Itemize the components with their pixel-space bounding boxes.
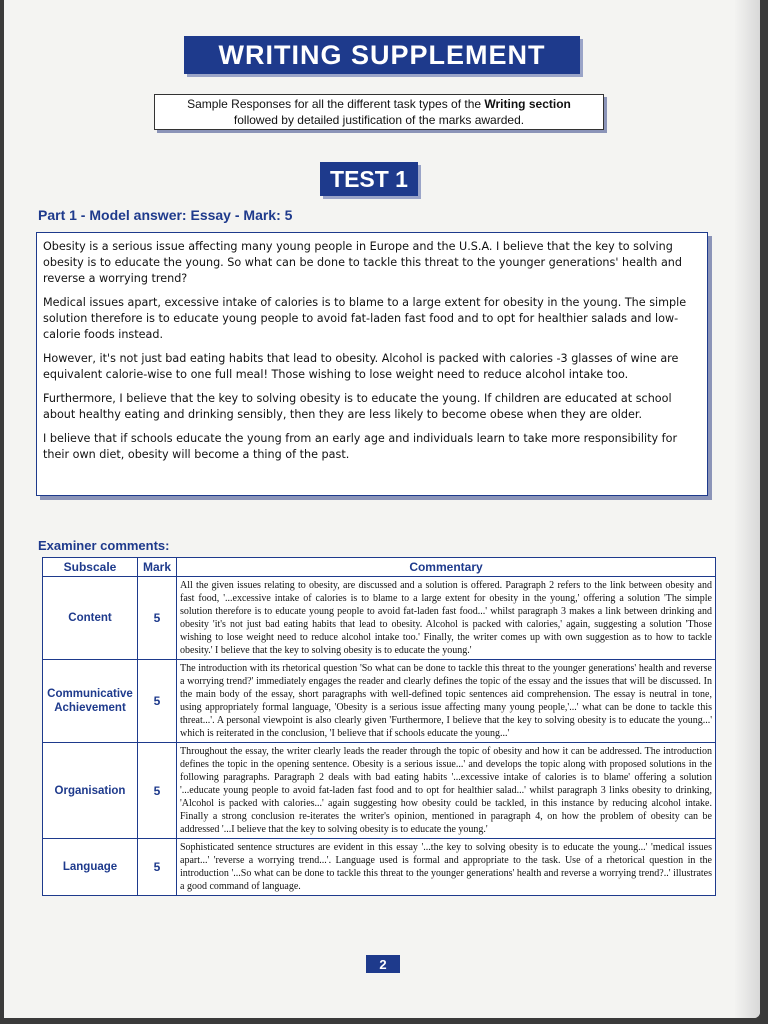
page-edge-shadow (734, 0, 760, 1018)
essay-paragraph: However, it's not just bad eating habits that lead to obesity. Alcohol is packed with calories -3 glasses of wine are equivalent calorie-wise to one full meal! Those wishing to lose weight need to reduce alcohol intake too. (43, 352, 679, 381)
subscale-cell: Communicative Achievement (43, 660, 138, 743)
subtitle-bold: Writing section (484, 97, 571, 111)
comments-table (42, 557, 716, 896)
commentary-cell: Throughout the essay, the writer clearly leads the reader through the topic of obesity and how it can be addressed. The introduction defines the topic in the opening sentence. Obesity is a serious issue...' and develops the topic along with proposed solutions in the following paragraphs. Paragraph 2 deals with bad eating habits '...excessive intake of calories is to blame' offering a solution '...educate young people to avoid fat-laden fast food and to opt for healthier salad...' whilst paragraph 3 links obesity to drinking, 'Alcohol is packed with calories...' again suggesting how obesity could be tackled, in this instance by reducing alcohol intake. Finally a strong conclusion re-iterates the writer's opinion, mentioned in paragraph 4, on how the problem of obesity can be addressed '...I believe that the key to solving obesity is to educate the young.' (177, 743, 716, 839)
page-number: 2 (366, 955, 400, 973)
essay-paragraph: I believe that if schools educate the young from an early age and individuals learn to take more responsibility for their own diet, obesity will become a thing of the past. (43, 432, 678, 461)
subtitle-line-1-text: Sample Responses for all the different task types of the (187, 97, 485, 111)
table-header-row (43, 558, 716, 577)
essay-box (36, 232, 708, 496)
commentary-cell: Sophisticated sentence structures are evident in this essay '...the key to solving obesity is to educate the young...' 'medical issues apart...' 'reverse a worrying trend...'. Language used is formal and appropriate to the task. Use of a rhetorical question in the introduction '...So what can be done to tackle this threat to the younger generations' health and reverse a worrying trend?..' illustrates a good command of language. (177, 839, 716, 896)
header-subscale: Subscale (43, 558, 138, 577)
mark-cell: 5 (138, 660, 177, 743)
essay-paragraph: Obesity is a serious issue affecting many young people in Europe and the U.S.A. I believe that the key to solving obesity is to educate the young. So what can be done to tackle this threat to the younger generations' health and reverse a worrying trend? (43, 240, 683, 285)
subtitle-line-1 (155, 96, 603, 112)
mark-cell: 5 (138, 839, 177, 896)
mark-cell: 5 (138, 743, 177, 839)
header-commentary: Commentary (177, 558, 716, 577)
page (4, 0, 760, 1018)
subtitle-box (154, 94, 604, 130)
page-title: WRITING SUPPLEMENT (184, 36, 580, 74)
commentary-cell: All the given issues relating to obesity, are discussed and a solution is offered. Paragraph 2 refers to the link between obesity and fast food, '...excessive intake of calories is to blame to a large extent for obesity in the young,' offering a solution 'The simple solution therefore is to educate young people to avoid fat-laden fast food...' whilst paragraph 3 makes a link between drinking and obesity 'it's not just bad eating habits that lead to obesity. Alcohol is packed with calories,' again, suggesting a solution 'Those wishing to lose weight need to reduce alcohol intake too.' Finally, the writer comes up with own suggestion as to how to tackle obesity.' I believe that the key to solving obesity is to educate the young.' (177, 577, 716, 660)
table-row (43, 577, 716, 660)
subtitle-line-2: followed by detailed justification of the marks awarded. (233, 113, 525, 127)
mark-cell: 5 (138, 577, 177, 660)
essay-paragraph: Medical issues apart, excessive intake of calories is to blame to a large extent for obesity in the young. The simple solution therefore is to educate young people to avoid fat-laden fast food and to opt for healthier salads and low-calorie foods instead. (43, 296, 687, 341)
essay-paragraph: Furthermore, I believe that the key to solving obesity is to educate the young. If children are educated at school about healthy eating and drinking sensibly, then they are less likely to become obese when they are older. (43, 392, 672, 421)
part-heading: Part 1 - Model answer: Essay - Mark: 5 (38, 207, 293, 223)
commentary-cell: The introduction with its rhetorical question 'So what can be done to tackle this threat to the younger generations' health and reverse a worrying trend?' immediately engages the reader and clearly defines the topic of the essay and the issues that will be discussed. In the main body of the essay, short paragraphs with well-defined topic sentences aid comprehension. The essay is neutral in tone, using appropriately formal language, 'Obesity is a serious issue affecting many young people,'...' what can be done to tackle this threat...'. A personal viewpoint is also clearly given 'Furthermore, I believe that the key to solving obesity is to educate the young...' which is reiterated in the conclusion, 'I believe that if schools educate the young...' (177, 660, 716, 743)
subscale-cell: Language (43, 839, 138, 896)
table-row (43, 660, 716, 743)
test-label: TEST 1 (320, 162, 418, 196)
table-row (43, 743, 716, 839)
header-mark: Mark (138, 558, 177, 577)
subscale-cell: Content (43, 577, 138, 660)
table-row (43, 839, 716, 896)
examiner-heading: Examiner comments: (38, 538, 170, 553)
subscale-cell: Organisation (43, 743, 138, 839)
